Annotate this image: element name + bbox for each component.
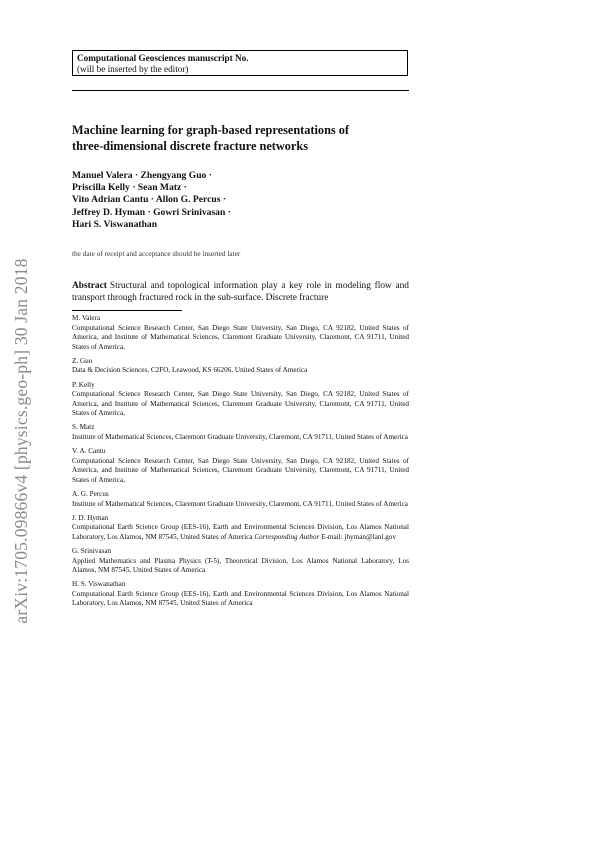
arxiv-side-stamp: arXiv:1705.09866v4 [physics.geo-ph] 30 Jan 2018 (11, 258, 31, 624)
affiliation-text: Computational Science Research Center, San Diego State University, San Diego, CA 92182, United States of America, and Institute of Mathematical Sciences, Claremont Graduate University, Claremont, CA 91711, United States of America, (72, 323, 409, 351)
affiliation-text: Institute of Mathematical Sciences, Claremont Graduate University, Claremont, CA 91711, United States of America (72, 499, 408, 508)
affiliation-text: Data & Decision Sciences, C2FO, Leawood, KS 66206, United States of America (72, 366, 308, 375)
affiliation-name: V. A. Cantu (72, 447, 106, 456)
affiliation-item (72, 381, 409, 419)
affiliation-item (72, 547, 409, 576)
affiliation-text: Computational Science Research Center, San Diego State University, San Diego, CA 92182, United States of America, and Institute of Mathematical Sciences, Claremont Graduate University, Claremont, CA 91711, United States of America, (72, 390, 409, 418)
author-line: Manuel Valera · Zhengyang Guo · (72, 170, 212, 181)
affiliations (72, 314, 409, 614)
title-line-1: Machine learning for graph-based representations of (72, 123, 350, 137)
affiliation-item (72, 314, 409, 352)
author-list (72, 170, 409, 231)
affiliation-item (72, 357, 409, 376)
affiliation-item (72, 423, 409, 442)
received-note: the date of receipt and acceptance should be inserted later (72, 249, 241, 258)
affiliation-name: P. Kelly (72, 380, 95, 389)
journal-name: Computational Geosciences manuscript No. (77, 53, 249, 63)
affiliation-name: S. Matz (72, 423, 95, 432)
affiliation-name: G. Srinivasan (72, 546, 112, 555)
affiliation-name: M. Valera (72, 314, 101, 322)
affiliation-name: Z. Guo (72, 356, 93, 365)
paper-title (72, 122, 409, 154)
affiliation-item (72, 490, 409, 509)
author-line: Hari S. Viswanathan (72, 218, 158, 230)
abstract (72, 280, 409, 304)
journal-info-box (72, 50, 408, 76)
header-rule (72, 90, 409, 91)
abstract-label: Abstract (72, 281, 107, 291)
abstract-text: Structural and topological information play a key role in modeling flow and transport through fractured rock in the sub-surface. Discrete fracture (72, 281, 409, 303)
affiliation-text: Institute of Mathematical Sciences, Claremont Graduate University, Claremont, CA 91711, United States of America (72, 433, 408, 442)
affiliation-item (72, 580, 409, 609)
author-line: Jeffrey D. Hyman · Gowri Srinivasan · (72, 206, 231, 218)
corresponding-author-label: Corresponding Author (254, 532, 320, 541)
author-email[interactable]: E-mail: jhyman@lanl.gov (321, 532, 396, 541)
affiliation-text (72, 523, 409, 542)
affiliation-body: Computational Earth Science Group (EES-16), Earth and Environmental Sciences Division, Los Alamos National Laboratory, Los Alamos, NM 87545, United States of America (72, 523, 409, 541)
affiliation-item (72, 514, 409, 543)
affiliation-text: Computational Earth Science Group (EES-16), Earth and Environmental Sciences Division, Los Alamos National Laboratory, Los Alamos, NM 87545, United States of America (72, 589, 409, 608)
affiliation-name: H. S. Viswanathan (72, 580, 126, 589)
affiliation-name: J. D. Hyman (72, 513, 109, 522)
author-line: Priscilla Kelly · Sean Matz · (72, 182, 187, 194)
title-line-2: three-dimensional discrete fracture networks (72, 139, 308, 153)
footnote-rule (72, 310, 182, 311)
journal-note: (will be inserted by the editor) (77, 64, 189, 74)
affiliation-item (72, 447, 409, 485)
affiliation-text: Applied Mathematics and Plasma Physics (T-5), Theoretical Division, Los Alamos National Laboratory, Los Alamos, NM 87545, United States of America (72, 556, 409, 575)
affiliation-name: A. G. Percus (72, 490, 109, 498)
affiliation-text: Computational Science Research Center, San Diego State University, San Diego, CA 92182, United States of America, and Institute of Mathematical Sciences, Claremont Graduate University, Claremont, CA 91711, United States of America, (72, 456, 409, 484)
author-line: Vito Adrian Cantu · Allon G. Percus · (72, 194, 227, 206)
